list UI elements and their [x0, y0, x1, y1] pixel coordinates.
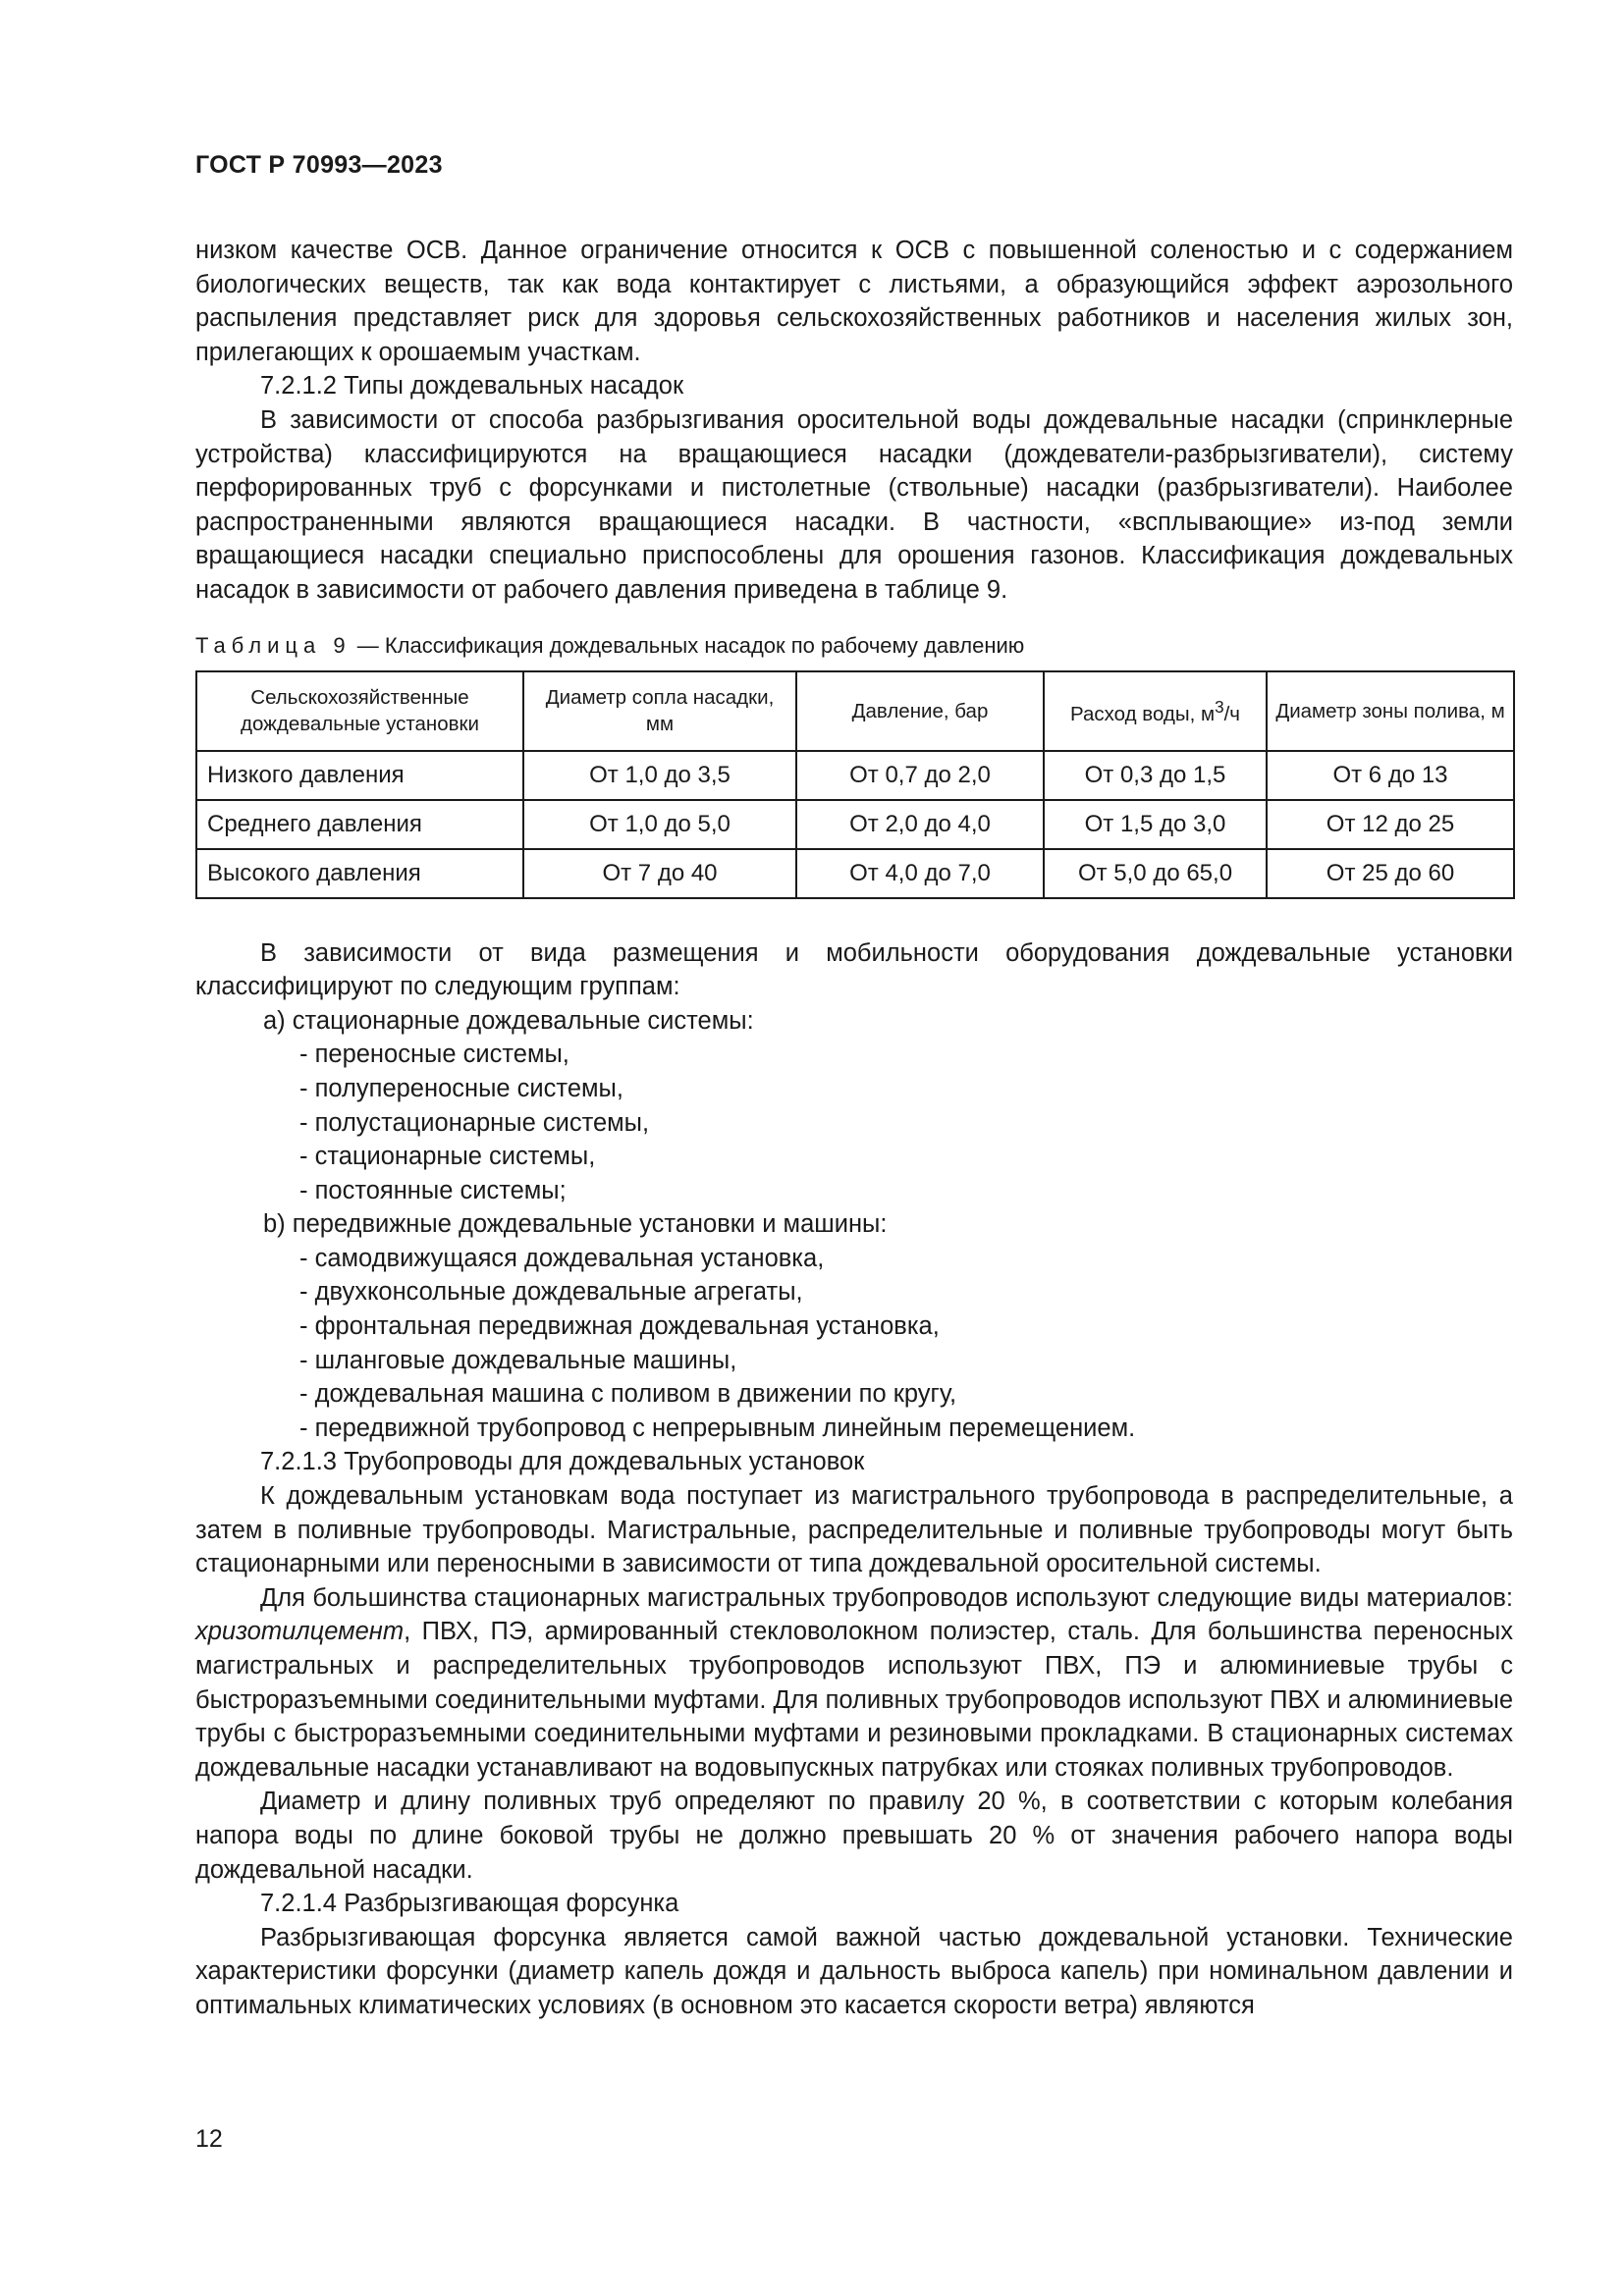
- list-item-a: [263, 1004, 1513, 1039]
- list-item-text: постоянные системы;: [314, 1176, 567, 1204]
- list-item: [299, 1174, 1513, 1208]
- table-cell: От 1,0 до 5,0: [523, 800, 796, 849]
- list-item: [299, 1275, 1513, 1309]
- table-header-cell: Давление, бар: [796, 671, 1044, 751]
- list-item: [299, 1412, 1513, 1446]
- table-header-cell: [1044, 671, 1267, 751]
- table-row: [196, 800, 1514, 849]
- list-item-text: переносные системы,: [314, 1041, 569, 1069]
- paragraph-text: , ПВХ, ПЭ, армированный стекловолокном полиэстер, сталь. Для большинства переносных магистральных и распределительных трубопроводов используют ПВХ, ПЭ и алюминиевые трубы с быстроразъемными соединительными муфтами. Для поливных трубопроводов используют ПВХ и алюминиевые трубы с быстроразъемными соединительными муфтами и резиновыми прокладками. В стационарных системах дождевальные насадки устанавливают на водовыпускных патрубках или стояках поливных трубопроводов.: [195, 1618, 1514, 1782]
- table-cell: От 1,0 до 3,5: [523, 751, 796, 800]
- table-cell: От 6 до 13: [1267, 751, 1514, 800]
- list-item: [299, 1309, 1513, 1344]
- header-flow-text: Расход воды, м: [1070, 702, 1216, 725]
- list-item: [299, 1140, 1513, 1174]
- table-cell: От 7 до 40: [523, 849, 796, 898]
- header-flow-tail: /ч: [1223, 702, 1240, 725]
- header-flow-sup: 3: [1215, 698, 1224, 718]
- list-item-text: двухконсольные дождевальные агрегаты,: [314, 1278, 803, 1307]
- list-item-text: передвижной трубопровод с непрерывным линейным перемещением.: [314, 1414, 1136, 1442]
- section-7212-heading: 7.2.1.2 Типы дождевальных насадок: [260, 372, 684, 400]
- section-7213-paragraph-2: [195, 1581, 1513, 1786]
- list-item-text: стационарные системы,: [314, 1143, 596, 1171]
- list-item-text: полупереносные системы,: [314, 1074, 623, 1102]
- list-item: [299, 1072, 1513, 1106]
- list-marker: b): [263, 1210, 293, 1239]
- table-header-cell: Сельскохозяйственные дождевальные установки: [196, 671, 523, 751]
- list-b-subitems: [299, 1242, 1513, 1446]
- table-cell: От 1,5 до 3,0: [1044, 800, 1267, 849]
- list-marker: a): [263, 1006, 293, 1035]
- table-cell: От 0,3 до 1,5: [1044, 751, 1267, 800]
- paragraph-text: Для большинства стационарных магистральных трубопроводов используют следующие виды материалов:: [260, 1583, 1513, 1612]
- table-9-caption-text: — Классификация дождевальных насадок по рабочему давлению: [351, 632, 1025, 658]
- section-7214-heading: 7.2.1.4 Разбрызгивающая форсунка: [260, 1890, 679, 1918]
- dash-marker: -: [299, 1074, 315, 1102]
- dash-marker: -: [299, 1108, 315, 1137]
- dash-marker: -: [299, 1380, 315, 1409]
- list-item-text: самодвижущаяся дождевальная установка,: [314, 1244, 825, 1272]
- spacer: [195, 899, 1513, 936]
- table-cell: От 4,0 до 7,0: [796, 849, 1044, 898]
- table-cell: От 5,0 до 65,0: [1044, 849, 1267, 898]
- table-cell: От 2,0 до 4,0: [796, 800, 1044, 849]
- document-header: ГОСТ Р 70993—2023: [195, 151, 443, 179]
- dash-marker: -: [299, 1244, 315, 1272]
- table-cell: От 0,7 до 2,0: [796, 751, 1044, 800]
- list-item: [299, 1106, 1513, 1141]
- list-item-label: стационарные дождевальные системы:: [292, 1006, 754, 1035]
- dash-marker: -: [299, 1414, 315, 1442]
- dash-marker: -: [299, 1312, 315, 1341]
- list-item: [299, 1377, 1513, 1412]
- table-header-cell: Диаметр сопла насадки, мм: [523, 671, 796, 751]
- table-header-row: [196, 671, 1514, 751]
- table-row: [196, 751, 1514, 800]
- list-item: [299, 1242, 1513, 1276]
- list-item-text: полустационарные системы,: [314, 1108, 650, 1137]
- dash-marker: -: [299, 1176, 315, 1204]
- dash-marker: -: [299, 1278, 315, 1307]
- groups-paragraph: В зависимости от вида размещения и мобильности оборудования дождевальные установки классифицируют по следующим группам:: [195, 938, 1513, 1001]
- table-9-caption: [195, 631, 1513, 661]
- dash-marker: -: [299, 1143, 315, 1171]
- table-cell: Среднего давления: [196, 800, 523, 849]
- list-item: [299, 1038, 1513, 1072]
- list-item-b: [263, 1207, 1513, 1242]
- list-item-text: дождевальная машина с поливом в движении по кругу,: [314, 1380, 957, 1409]
- list-item-label: передвижные дождевальные установки и машины:: [292, 1210, 888, 1239]
- table-header-cell: Диаметр зоны полива, м: [1267, 671, 1514, 751]
- list-item-text: фронтальная передвижная дождевальная установка,: [314, 1312, 940, 1341]
- page-number: 12: [195, 2125, 223, 2153]
- list-a-subitems: [299, 1038, 1513, 1207]
- section-7212-paragraph: В зависимости от способа разбрызгивания оросительной воды дождевальные насадки (спринклерные устройства) классифицируются на вращающиеся насадки (дождеватели-разбрызгиватели), систему перфорированных труб с форсунками и пистолетные (ствольные) насадки (разбрызгиватели). Наиболее распространенными являются вращающиеся насадки. В частности, «всплывающие» из-под земли вращающиеся насадки специально приспособлены для орошения газонов. Классификация дождевальных насадок в зависимости от рабочего давления приведена в таблице 9.: [195, 405, 1513, 604]
- list-item-text: шланговые дождевальные машины,: [314, 1346, 737, 1374]
- section-7213-paragraph-1: К дождевальным установкам вода поступает из магистрального трубопровода в распределительные, а затем в поливные трубопроводы. Магистральные, распределительные и поливные трубопроводы могут быть стационарными или переносными в зависимости от типа дождевальной оросительной системы.: [195, 1482, 1513, 1578]
- dash-marker: -: [299, 1346, 315, 1374]
- dash-marker: -: [299, 1041, 315, 1069]
- table-cell: От 25 до 60: [1267, 849, 1514, 898]
- table-cell: Высокого давления: [196, 849, 523, 898]
- table-cell: Низкого давления: [196, 751, 523, 800]
- section-7214-paragraph: Разбрызгивающая форсунка является самой важной частью дождевальной установки. Технические характеристики форсунки (диаметр капель дождя и дальность выброса капель) при номинальном давлении и оптимальных климатических условиях (в основном это касается скорости ветра) являются: [195, 1923, 1513, 2019]
- table-cell: От 12 до 25: [1267, 800, 1514, 849]
- document-page: [195, 147, 1513, 2023]
- table-9: [195, 670, 1515, 899]
- list-item: [299, 1344, 1513, 1378]
- intro-paragraph: низком качестве ОСВ. Данное ограничение относится к ОСВ с повышенной соленостью и с содержанием биологических веществ, так как вода контактирует с листьями, а образующийся эффект аэрозольного распыления представляет риск для здоровья сельскохозяйственных работников и населения жилых зон, прилегающих к орошаемым участкам.: [195, 237, 1513, 366]
- section-7213-paragraph-3: Диаметр и длину поливных труб определяют по правилу 20 %, в соответствии с которым колебания напора воды по длине боковой трубы не должно превышать 20 % от значения рабочего напора воды дождевальной насадки.: [195, 1788, 1513, 1884]
- section-7213-heading: 7.2.1.3 Трубопроводы для дождевальных установок: [260, 1448, 865, 1476]
- table-row: [196, 849, 1514, 898]
- italic-term: хризотилцемент: [195, 1618, 405, 1646]
- table-9-caption-label: Таблица 9: [195, 632, 352, 658]
